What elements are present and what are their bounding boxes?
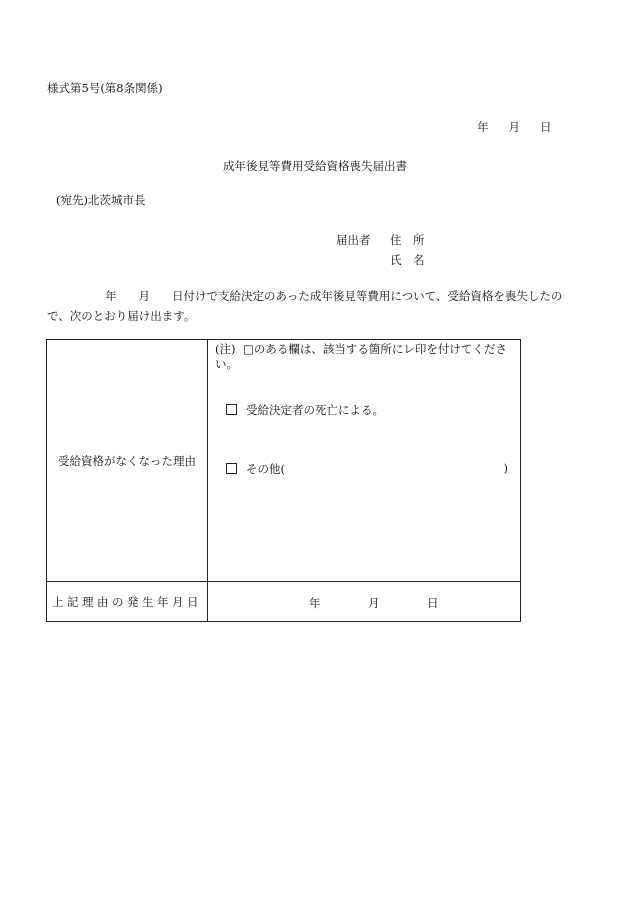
date-year-label: 年 — [477, 120, 489, 134]
checkbox-other[interactable] — [226, 463, 237, 474]
form-number: 様式第5号(第8条関係) — [47, 81, 163, 95]
date-label: 上記理由の発生年月日 — [52, 594, 202, 609]
body-sentence: 日付けで支給決定のあった成年後見等費用について、受給資格を喪失したので、次のとおり届け出ます。 — [47, 289, 563, 323]
name-label: 氏 名 — [390, 253, 425, 267]
reason-table — [46, 339, 521, 622]
date-day-label: 日 — [540, 120, 552, 134]
occurrence-month: 月 — [368, 596, 380, 610]
body-year: 年 — [105, 289, 117, 303]
date-label-cell — [47, 582, 208, 622]
checkbox-death[interactable] — [226, 404, 237, 415]
option-other-label: その他( — [246, 462, 285, 476]
applicant-block — [336, 230, 425, 270]
occurrence-day: 日 — [427, 596, 439, 610]
document-title: 成年後見等費用受給資格喪失届出書 — [223, 159, 407, 173]
option-other-close: ) — [503, 461, 508, 475]
note — [215, 342, 515, 372]
occurrence-date-cell[interactable] — [208, 582, 521, 622]
reason-options-cell — [208, 340, 521, 582]
occurrence-year: 年 — [309, 596, 321, 610]
reason-label: 受給資格がなくなった理由 — [58, 453, 196, 468]
note-text: □のある欄は、該当する箇所にレ印を付けてください。 — [215, 342, 507, 371]
date-month-label: 月 — [508, 120, 520, 134]
address-label: 住 所 — [390, 233, 425, 247]
applicant-label: 届出者 — [336, 233, 371, 247]
body-text — [47, 286, 579, 326]
option-death-label: 受給決定者の死亡による。 — [246, 403, 384, 417]
addressee: (宛先)北茨城市長 — [56, 193, 146, 207]
option-death[interactable] — [226, 402, 384, 418]
option-other[interactable] — [226, 461, 508, 477]
note-prefix: (注) — [215, 342, 236, 356]
submission-date — [477, 119, 552, 135]
reason-label-cell — [47, 340, 208, 582]
body-month: 月 — [138, 289, 150, 303]
